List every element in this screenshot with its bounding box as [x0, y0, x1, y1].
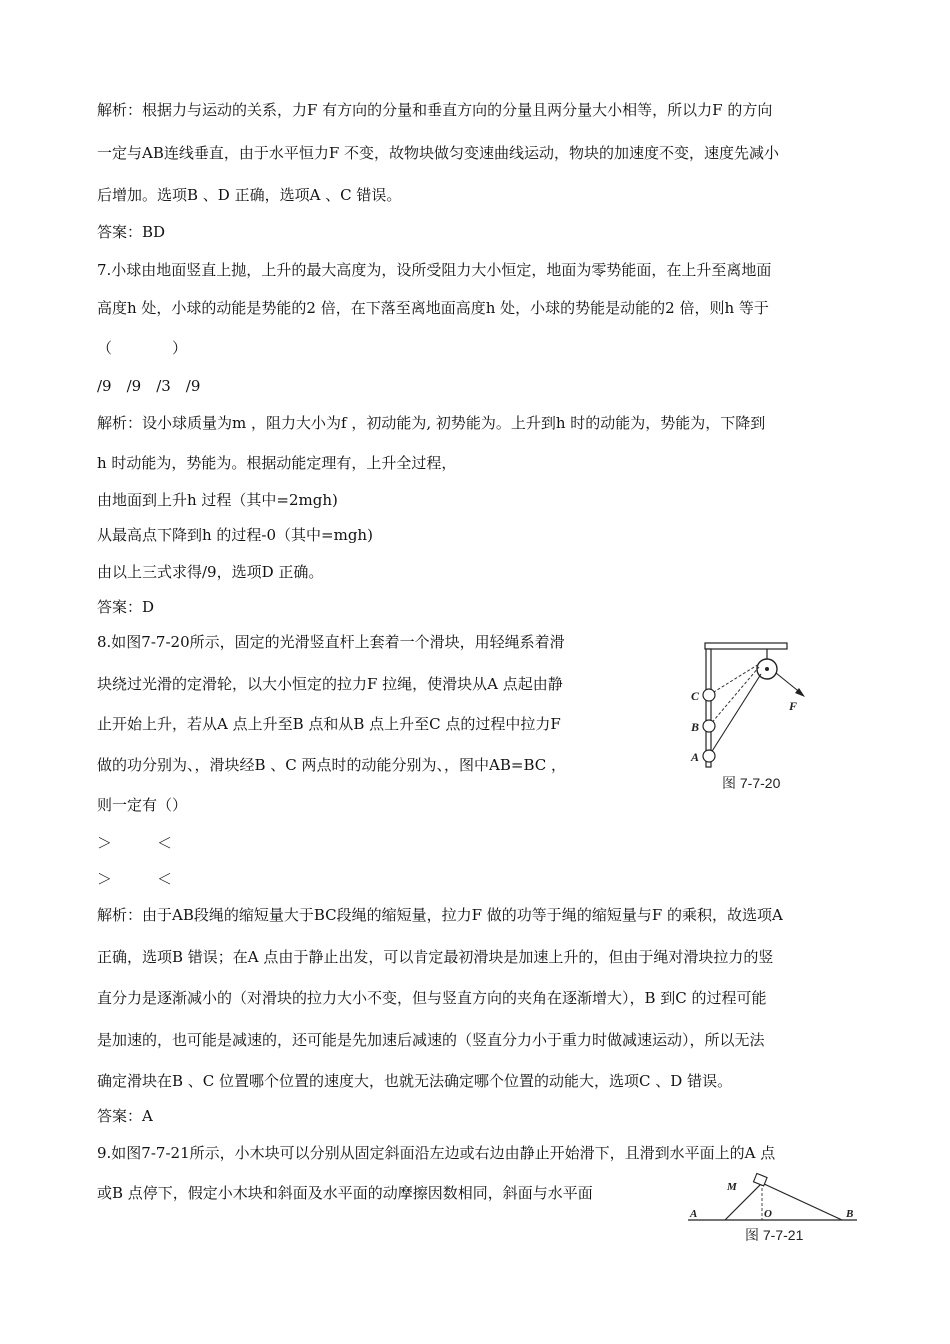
q7-analysis-line-2: h 时动能为，势能为。根据动能定理有，上升全过程， — [97, 454, 457, 472]
q7-analysis-line-3: 由地面到上升h 过程（其中=2mgh) — [97, 491, 338, 509]
q8-stem-line-5: 则一定有（） — [97, 796, 188, 814]
q6-analysis-line-1: 解析：根据力与运动的关系，力F 有方向的分量和垂直方向的分量且两分量大小相等，所以力F 的方向 — [97, 101, 773, 119]
label-a: A — [691, 750, 700, 764]
q8-analysis-line-2: 正确，选项B 错误；在A 点由于静止出发，可以肯定最初滑块是加速上升的，但由于绳对滑块拉力的竖 — [97, 948, 774, 966]
ceiling-beam — [705, 643, 787, 649]
incline — [725, 1183, 842, 1220]
q8-stem-line-3: 止开始上升，若从A 点上升至B 点和从B 点上升至C 点的过程中拉力F — [97, 715, 561, 733]
q7-options: /9 /9 /3 /9 — [97, 377, 201, 395]
figure-7-7-21 — [685, 1172, 865, 1224]
q8-stem-line-4: 做的功分别为、，滑块经B 、C 两点时的动能分别为、，图中AB=BC ， — [97, 756, 567, 774]
vertical-rod — [706, 649, 711, 767]
q7-answer: 答案：D — [97, 598, 155, 616]
label-b: B — [846, 1208, 854, 1220]
figure-7-7-20-caption: 图 7-7-20 — [722, 775, 781, 791]
q7-stem-line-1: 7.小球由地面竖直上抛，上升的最大高度为，设所受阻力大小恒定，地面为零势能面，在上升至离地面 — [97, 261, 772, 279]
q8-analysis-line-4: 是加速的，也可能是减速的，还可能是先加速后减速的（竖直分力小于重力时做减速运动），所以无法 — [97, 1031, 765, 1049]
q9-stem-line-2: 或B 点停下，假定小木块和斜面及水平面的动摩擦因数相同，斜面与水平面 — [97, 1184, 593, 1202]
wooden-block — [753, 1173, 767, 1185]
q6-analysis-line-2: 一定与AB连线垂直，由于水平恒力F 不变，故物块做匀变速曲线运动，物块的加速度不变，速度先减小 — [97, 144, 780, 162]
figure-7-7-20 — [685, 640, 815, 770]
q8-option-line-1: ＞ ＜ — [97, 834, 173, 852]
rope-to-c — [709, 664, 759, 695]
label-m: M — [727, 1181, 737, 1193]
rope-to-a — [709, 674, 761, 756]
label-a: A — [690, 1208, 698, 1220]
label-c: C — [691, 689, 700, 703]
figure-7-7-21-caption: 图 7-7-21 — [745, 1227, 804, 1243]
q8-stem-line-2: 块绕过光滑的定滑轮，以大小恒定的拉力F 拉绳，使滑块从A 点起由静 — [97, 675, 563, 693]
q7-analysis-line-1: 解析：设小球质量为m ，阻力大小为f ，初动能为, 初势能为。上升到h 时的动能为，势能为，下降到 — [97, 414, 766, 432]
q8-analysis-line-5: 确定滑块在B 、C 位置哪个位置的速度大，也就无法确定哪个位置的动能大，选项C 、D 错误。 — [97, 1072, 733, 1090]
q6-answer: 答案：BD — [97, 223, 166, 241]
q6-analysis-line-3: 后增加。选项B 、D 正确，选项A 、C 错误。 — [97, 186, 402, 204]
slider-a — [703, 750, 715, 762]
slider-c — [703, 689, 715, 701]
slider-b — [703, 720, 715, 732]
q8-stem-line-1: 8.如图7-7-20所示，固定的光滑竖直杆上套着一个滑块，用轻绳系着滑 — [97, 633, 565, 651]
q7-analysis-line-4: 从最高点下降到h 的过程-0（其中=mgh) — [97, 526, 373, 544]
label-b: B — [691, 720, 700, 734]
q8-answer: 答案：A — [97, 1107, 153, 1125]
q9-stem-line-1: 9.如图7-7-21所示，小木块可以分别从固定斜面沿左边或右边由静止开始滑下，且滑到水平面上的A 点 — [97, 1144, 776, 1162]
label-o: O — [764, 1208, 772, 1220]
label-f: F — [789, 699, 798, 713]
q8-analysis-line-1: 解析：由于AB段绳的缩短量大于BC段绳的缩短量，拉力F 做的功等于绳的缩短量与F 的乘积，故选项A — [97, 906, 783, 924]
q7-stem-line-2: 高度h 处，小球的动能是势能的2 倍，在下落至离地面高度h 处，小球的势能是动能的2 倍，则h 等于 — [97, 299, 769, 317]
pulley-axle — [765, 667, 769, 671]
q7-analysis-line-5: 由以上三式求得/9，选项D 正确。 — [97, 563, 324, 581]
q8-option-line-2: ＞ ＜ — [97, 870, 173, 888]
q8-analysis-line-3: 直分力是逐渐减小的（对滑块的拉力大小不变，但与竖直方向的夹角在逐渐增大），B 到C 的过程可能 — [97, 989, 767, 1007]
q7-stem-line-3: （ ） — [97, 339, 188, 357]
